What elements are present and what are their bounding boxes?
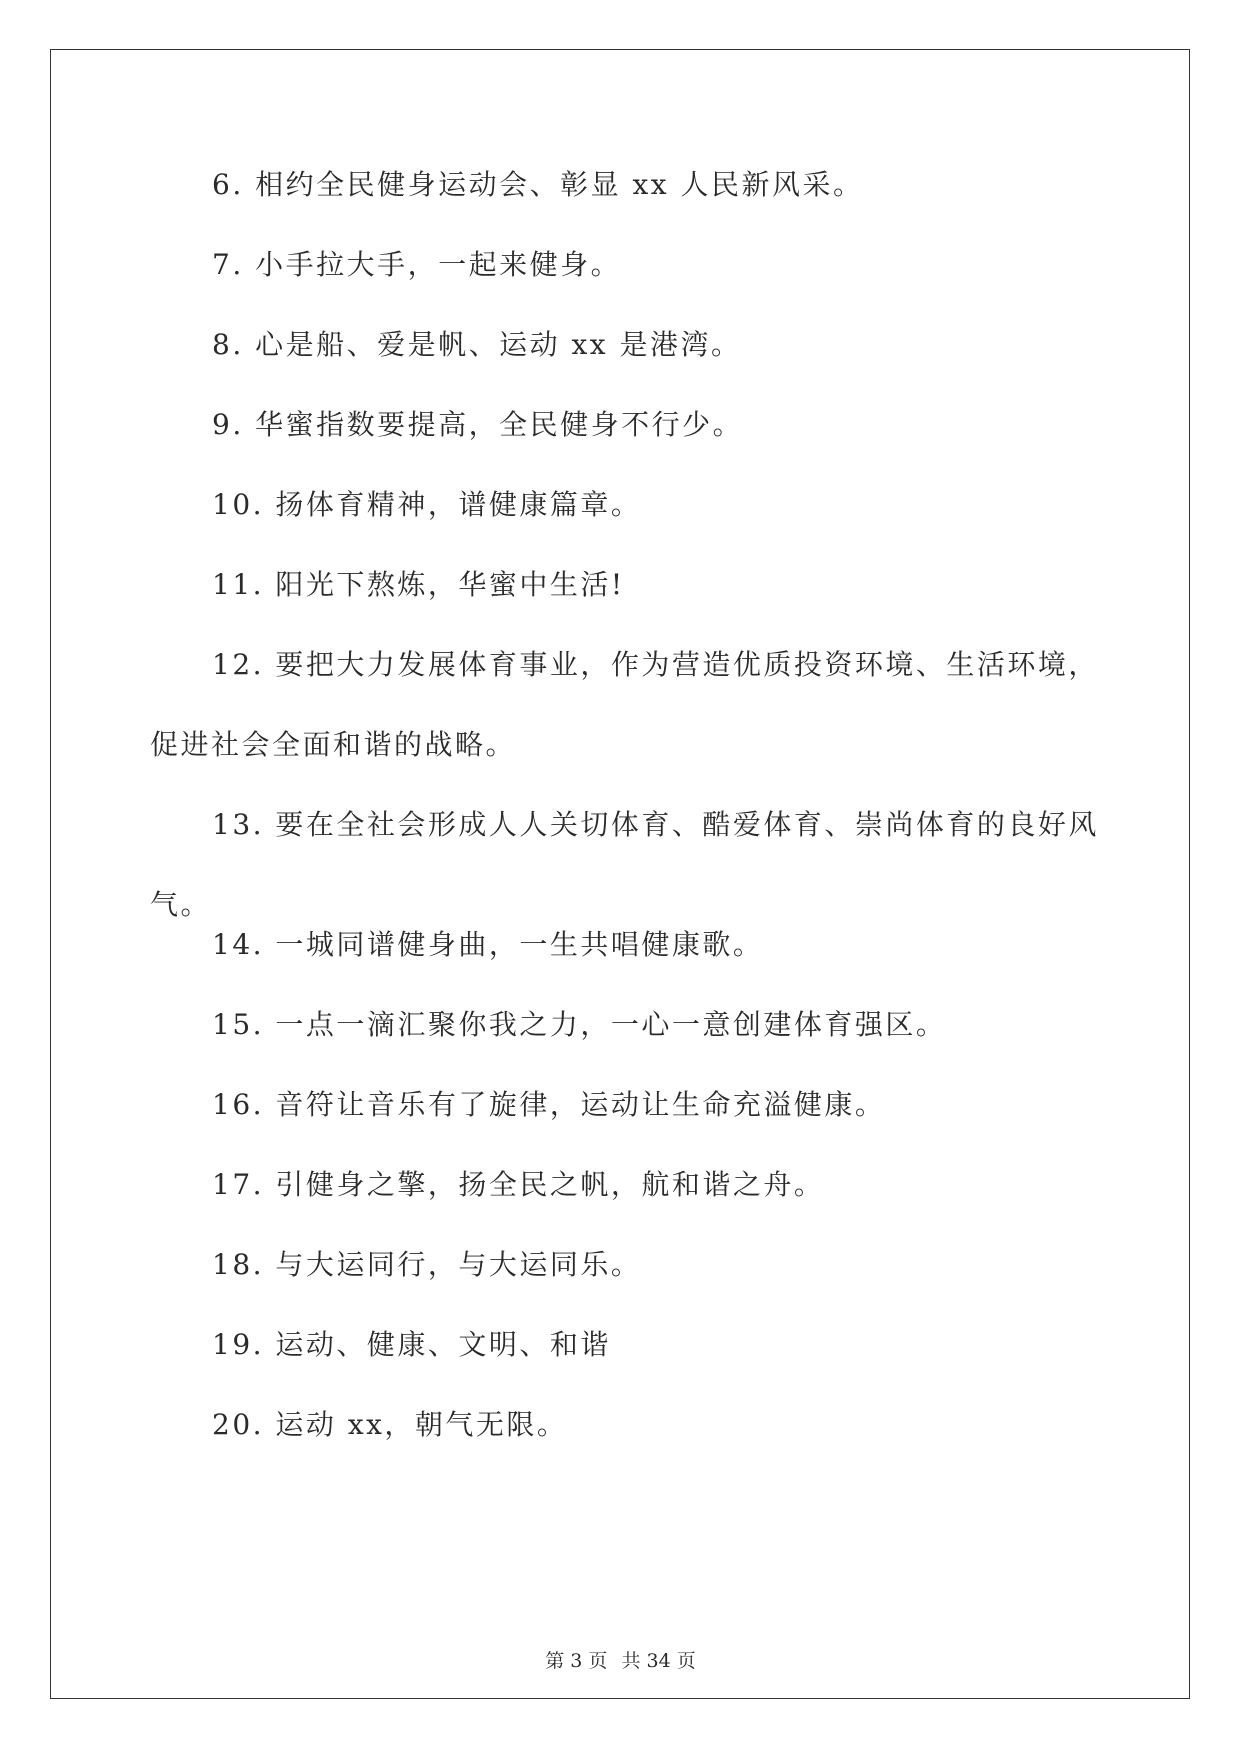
list-item: 12. 要把大力发展体育事业，作为营造优质投资环境、生活环境，促进社会全面和谐的战略。 — [150, 648, 1099, 761]
document-body — [150, 165, 1110, 1445]
list-item: 17. 引健身之擎，扬全民之帆，航和谐之舟。 — [212, 1168, 825, 1201]
list-item: 6. 相约全民健身运动会、彰显 xx 人民新风采。 — [212, 168, 864, 201]
list-item: 16. 音符让音乐有了旋律，运动让生命充溢健康。 — [212, 1088, 886, 1121]
page-number: 第 3 页 — [545, 1650, 608, 1672]
list-item: 9. 华蜜指数要提高，全民健身不行少。 — [212, 408, 744, 441]
page-footer — [0, 1646, 1241, 1673]
list-item: 14. 一城同谱健身曲，一生共唱健康歌。 — [212, 928, 764, 961]
list-item: 8. 心是船、爱是帆、运动 xx 是港湾。 — [212, 328, 742, 361]
list-item: 7. 小手拉大手，一起来健身。 — [212, 248, 622, 281]
list-item: 13. 要在全社会形成人人关切体育、酷爱体育、崇尚体育的良好风气。 — [150, 808, 1099, 921]
list-item: 19. 运动、健康、文明、和谐 — [212, 1328, 611, 1361]
list-item: 18. 与大运同行，与大运同乐。 — [212, 1248, 642, 1281]
list-item: 10. 扬体育精神，谱健康篇章。 — [212, 488, 642, 521]
total-pages: 共 34 页 — [621, 1650, 696, 1672]
list-item: 11. 阳光下熬炼，华蜜中生活! — [212, 568, 625, 601]
list-item: 15. 一点一滴汇聚你我之力，一心一意创建体育强区。 — [212, 1008, 947, 1041]
list-item: 20. 运动 xx，朝气无限。 — [212, 1408, 568, 1441]
